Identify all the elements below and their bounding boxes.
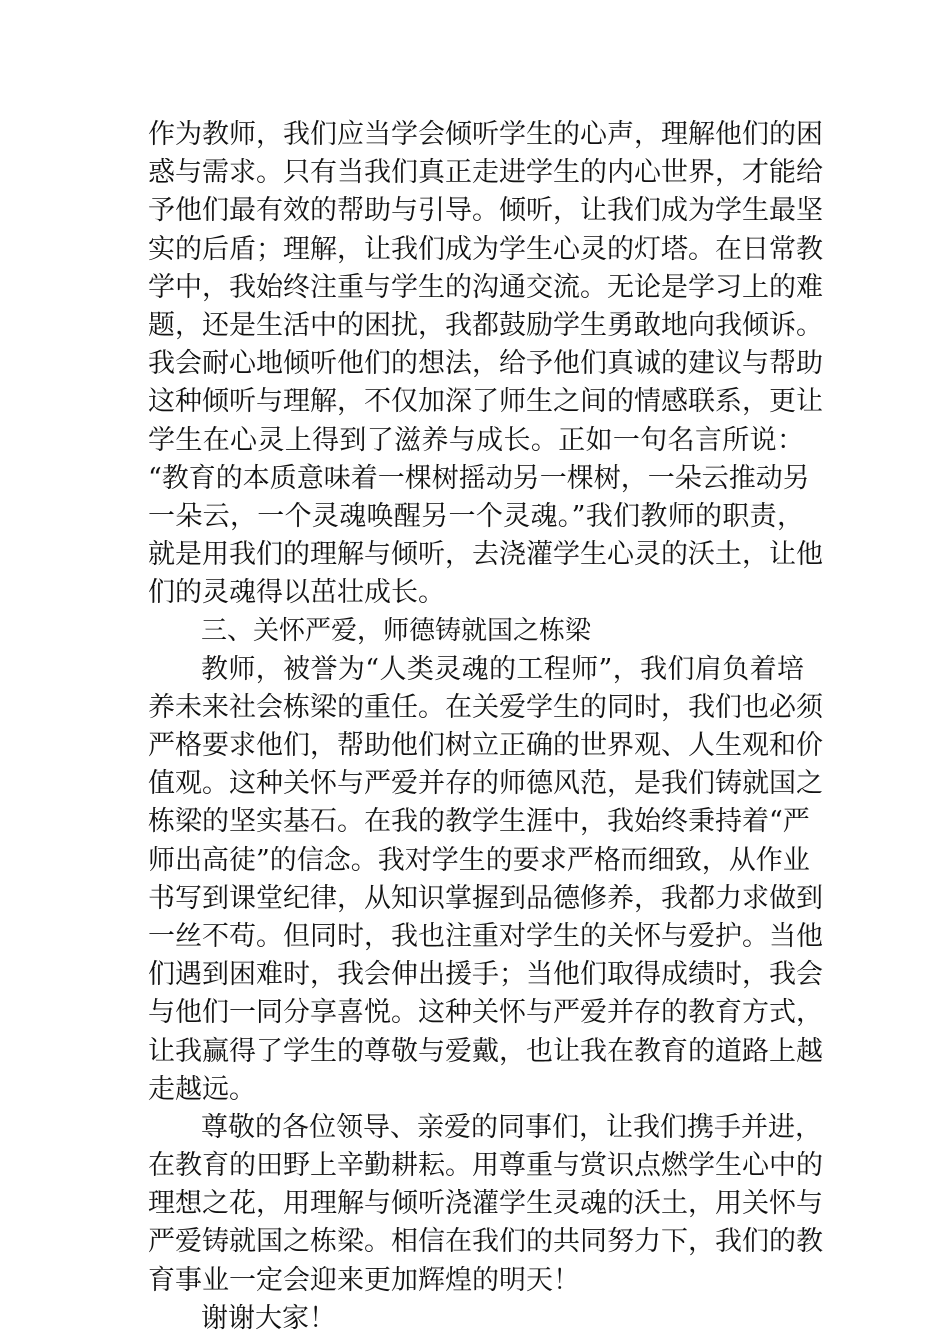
text-line: 严格要求他们，帮助他们树立正确的世界观、人生观和价 xyxy=(148,730,823,761)
text-line: 书写到课堂纪律，从知识掌握到品德修养，我都力求做到 xyxy=(148,882,823,914)
text-line: 教师，被誉为“人类灵魂的工程师”，我们肩负着培 xyxy=(201,653,804,685)
text-line: 们遇到困难时，我会伸出援手；当他们取得成绩时，我会 xyxy=(148,959,823,991)
paragraph-care-strictness xyxy=(148,651,823,1109)
text-line: 们的灵魂得以茁壮成长。 xyxy=(148,577,445,609)
paragraph-conclusion xyxy=(148,1109,823,1300)
text-line: 严爱铸就国之栋梁。相信在我们的共同努力下，我们的教 xyxy=(148,1226,823,1258)
text-line: 一丝不苟。但同时，我也注重对学生的关怀与爱护。当他 xyxy=(148,920,823,952)
text-line: 尊敬的各位领导、亲爱的同事们，让我们携手并进， xyxy=(201,1111,822,1143)
text-line: 理想之花，用理解与倾听浇灌学生灵魂的沃土，用关怀与 xyxy=(148,1188,823,1220)
text-line: 予他们最有效的帮助与引导。倾听，让我们成为学生最坚 xyxy=(148,195,823,227)
text-line: 栋梁的坚实基石。在我的教学生涯中，我始终秉持着“严 xyxy=(148,806,810,838)
text-line: 就是用我们的理解与倾听，去浇灌学生心灵的沃土，让他 xyxy=(148,539,823,571)
text-line: 我会耐心地倾听他们的想法，给予他们真诚的建议与帮助 xyxy=(148,348,823,380)
text-line: 让我赢得了学生的尊敬与爱戴，也让我在教育的道路上越 xyxy=(148,1035,823,1067)
text-line: 惑与需求。只有当我们真正走进学生的内心世界，才能给 xyxy=(148,157,823,189)
text-line: 师出高徒”的信念。我对学生的要求严格而细致，从作业 xyxy=(148,844,810,876)
text-line: 一朵云，一个灵魂唤醒另一个灵魂。”我们教师的职责， xyxy=(148,500,804,532)
paragraph-listening xyxy=(148,116,823,612)
closing-remark: 谢谢大家！ xyxy=(201,1302,336,1334)
text-line: 走越远。 xyxy=(148,1073,256,1105)
text-line: 育事业一定会迎来更加辉煌的明天！ xyxy=(148,1264,580,1296)
text-line: 养未来社会栋梁的重任。在关爱学生的同时，我们也必须 xyxy=(148,691,823,723)
text-line: 学中，我始终注重与学生的沟通交流。无论是学习上的难 xyxy=(148,271,823,303)
text-line: 实的后盾；理解，让我们成为学生心灵的灯塔。在日常教 xyxy=(148,233,823,265)
text-line: “教育的本质意味着一棵树摇动另一棵树，一朵云推动另 xyxy=(148,462,810,494)
text-line: 这种倾听与理解，不仅加深了师生之间的情感联系，更让 xyxy=(148,386,823,418)
text-line: 在教育的田野上辛勤耕耘。用尊重与赏识点燃学生心中的 xyxy=(148,1150,823,1182)
document-body xyxy=(148,116,823,1338)
text-line: 与他们一同分享喜悦。这种关怀与严爱并存的教育方式， xyxy=(148,997,823,1029)
text-line: 作为教师，我们应当学会倾听学生的心声，理解他们的困 xyxy=(148,119,823,150)
section-heading: 三、关怀严爱，师德铸就国之栋梁 xyxy=(201,616,592,647)
text-line: 题，还是生活中的困扰，我都鼓励学生勇敢地向我倾诉。 xyxy=(148,309,823,341)
text-line: 学生在心灵上得到了滋养与成长。正如一句名言所说： xyxy=(148,424,804,456)
text-line: 值观。这种关怀与严爱并存的师德风范，是我们铸就国之 xyxy=(148,768,823,800)
